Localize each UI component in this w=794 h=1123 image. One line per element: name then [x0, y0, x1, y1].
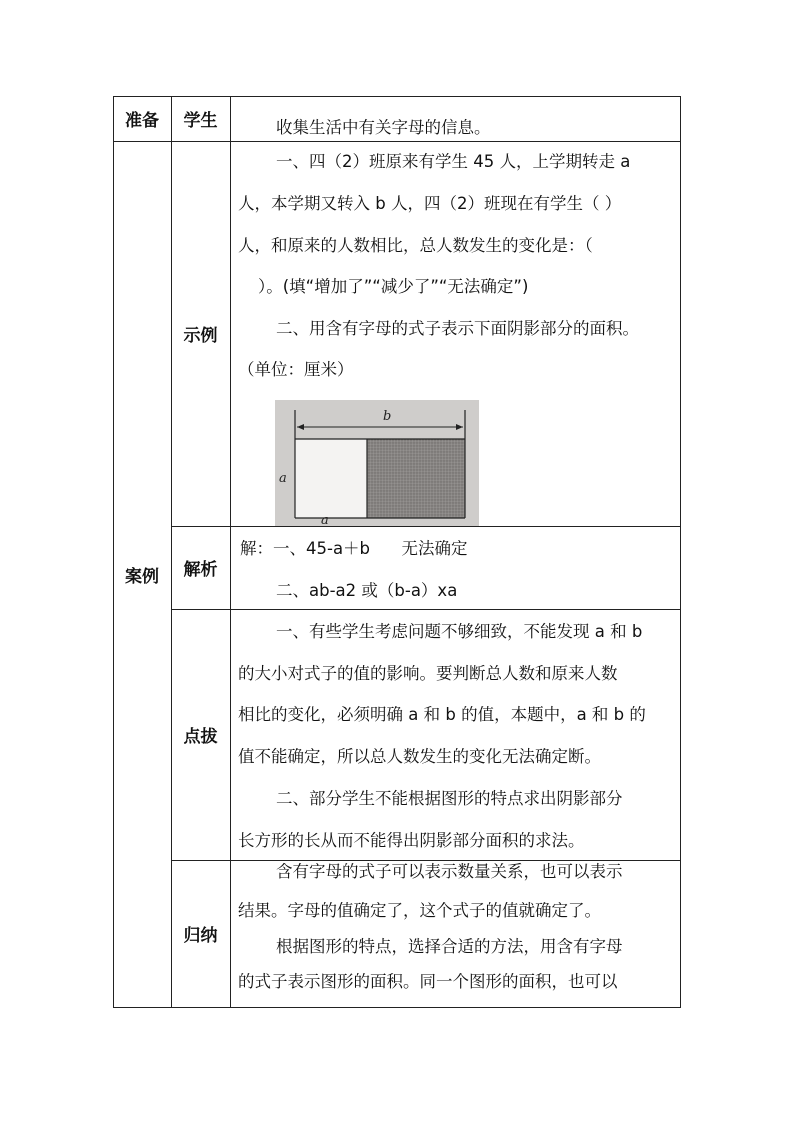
sub-label-summary: 归纳 — [183, 926, 218, 946]
table-rule — [171, 860, 681, 861]
table-border-right — [680, 96, 681, 1008]
row-label-case: 案例 — [125, 566, 159, 587]
example-line: 一、四（2）班原来有学生 45 人，上学期转走 a — [276, 152, 631, 171]
example-line: 人，本学期又转入 b 人，四（2）班现在有学生（ ） — [238, 194, 622, 213]
example-line: ）。(填“增加了”“减少了”“无法确定”) — [258, 277, 529, 296]
table-rule — [171, 526, 681, 527]
sub-label-student: 学生 — [183, 111, 218, 131]
tips-line: 二、部分学生不能根据图形的特点求出阴影部分 — [276, 789, 623, 808]
unshaded-square — [295, 439, 367, 518]
summary-line: 的式子表示图形的面积。同一个图形的面积，也可以 — [238, 972, 618, 991]
row-label-prep: 准备 — [125, 111, 159, 131]
tips-line: 长方形的长从而不能得出阴影部分面积的求法。 — [238, 831, 585, 850]
tips-line: 相比的变化，必须明确 a 和 b 的值，本题中，a 和 b 的 — [238, 705, 646, 724]
sub-label-example: 示例 — [183, 326, 218, 346]
table-border-bottom — [113, 1007, 681, 1008]
label-a-bottom: a — [321, 513, 329, 526]
label-a-left: a — [279, 471, 287, 486]
shaded-rectangle — [367, 439, 465, 518]
tips-line: 值不能确定，所以总人数发生的变化无法确定断。 — [238, 747, 601, 766]
example-line: （单位：厘米） — [238, 360, 354, 379]
tips-line: 的大小对式子的值的影响。要判断总人数和原来人数 — [238, 664, 618, 683]
sub-label-tips: 点拔 — [183, 727, 218, 747]
analysis-line: 二、ab-a2 或（b-a）xa — [276, 581, 458, 600]
table-rule — [230, 96, 231, 1008]
tips-line: 一、有些学生考虑问题不够细致，不能发现 a 和 b — [276, 622, 643, 641]
analysis-line: 解：一、45-a＋b 无法确定 — [240, 539, 468, 558]
figure-svg — [275, 400, 479, 526]
example-line: 二、用含有字母的式子表示下面阴影部分的面积。 — [276, 319, 639, 338]
summary-line: 含有字母的式子可以表示数量关系，也可以表示 — [276, 862, 623, 881]
summary-line: 结果。字母的值确定了，这个式子的值就确定了。 — [238, 901, 601, 920]
sub-label-analysis: 解析 — [183, 560, 218, 580]
prep-text: 收集生活中有关字母的信息。 — [276, 118, 491, 137]
shaded-rectangle-figure — [275, 400, 479, 526]
example-line: 人，和原来的人数相比，总人数发生的变化是：（ — [238, 236, 593, 255]
table-rule — [171, 609, 681, 610]
summary-line: 根据图形的特点，选择合适的方法，用含有字母 — [276, 937, 623, 956]
label-b: b — [383, 409, 392, 424]
